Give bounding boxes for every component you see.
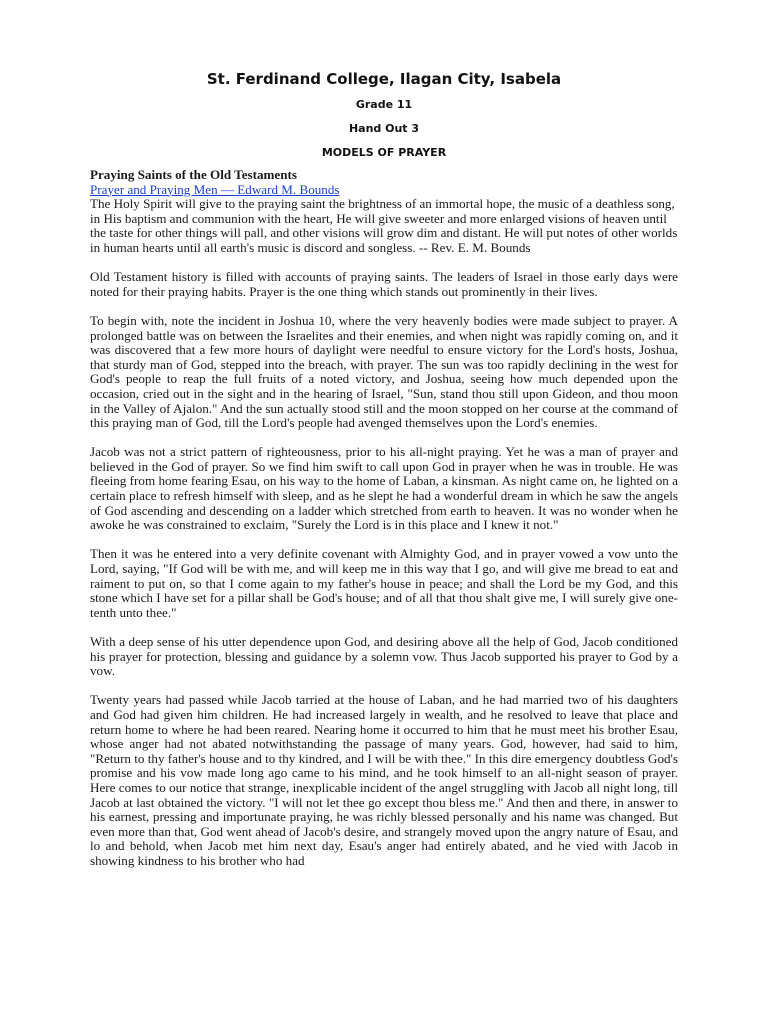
grade-level: Grade 11: [355, 98, 413, 111]
handout-topic: MODELS OF PRAYER: [321, 146, 447, 159]
paragraph-2: Old Testament history is filled with accounts of praying saints. The leaders of Israel in those early days were noted for their praying habits. Prayer is the one thing which stands out prominently in their lives.: [90, 269, 678, 299]
school-name: St. Ferdinand College, Ilagan City, Isabela: [206, 70, 562, 88]
paragraph-7: Twenty years had passed while Jacob tarried at the house of Laban, and he had married two of his daughters and God had given him children. He had increased largely in wealth, and he resolved to leave that place and return home to where he had been reared. Nearing home it occurred to him that he must meet his brother Esau, whose anger had not abated notwithstanding the passage of many years. God, however, had said to him, "Return to thy father's house and to thy kindred, and I will be with thee." In this dire emergency doubtless God's promise and his vow made long ago came to his mind, and he took himself to an all-night season of prayer. Here comes to our notice that strange, inexplicable incident of the angel struggling with Jacob all night long, till Jacob at last obtained the victory. "I will not let thee go except thou bless me." And then and there, in answer to his earnest, pressing and importunate praying, he was richly blessed personally and his name was changed. But even more than that, God went ahead of Jacob's desire, and strangely moved upon the angry nature of Esau, and lo and behold, when Jacob met him next day, Esau's anger had entirely abated, and he vied with Jacob in showing kindness to his brother who had: [90, 692, 678, 868]
paragraph-6: With a deep sense of his utter dependence upon God, and desiring above all the help of God, Jacob conditioned his prayer for protection, blessing and guidance by a solemn vow. Thus Jacob supported his prayer to God by a vow.: [90, 634, 678, 679]
source-link[interactable]: Prayer and Praying Men — Edward M. Bounds: [90, 181, 340, 197]
paragraph-3: To begin with, note the incident in Joshua 10, where the very heavenly bodies were made subject to prayer. A prolonged battle was on between the Israelites and their enemies, and when night was rapidly coming on, and it was discovered that a few more hours of daylight were needful to ensure victory for the Lord's hosts, Joshua, that sturdy man of God, stepped into the breach, with prayer. The sun was too rapidly declining in the west for God's people to reap the full fruits of a noted victory, and Joshua, seeing how much depended upon the occasion, cried out in the sight and in the hearing of Israel, "Sun, stand thou still upon Gideon, and thou moon in the Valley of Ajalon." And the sun actually stood still and the moon stopped on her course at the command of this praying man of God, till the Lord's people had avenged themselves upon the Lord's enemies.: [90, 312, 678, 431]
article-title: Praying Saints of the Old Testaments: [90, 167, 297, 182]
article-body: [90, 168, 678, 869]
paragraph-5: Then it was he entered into a very definite covenant with Almighty God, and in prayer vowed a vow unto the Lord, saying, "If God will be with me, and will keep me in this way that I go, and will give me bread to eat and raiment to put on, so that I come again to my father's house in peace; and shall the Lord be my God, and this stone which I have set for a pillar shall be God's house; and of all that thou shalt give me, I will surely give one-tenth unto thee.": [90, 546, 678, 620]
paragraph-1: The Holy Spirit will give to the praying saint the brightness of an immortal hope, the music of a deathless song, in His baptism and communion with the heart, He will give sweeter and more enlarged visions of heaven until the taste for other things will pall, and other visions will grow dim and distant. He will put notes of other worlds in human hearts until all earth's music is discord and songless. -- Rev. E. M. Bounds: [90, 196, 678, 255]
paragraph-4: Jacob was not a strict pattern of righteousness, prior to his all-night praying. Yet he was a man of prayer and believed in the God of prayer. So we find him swift to call upon God in prayer when he was in trouble. He was fleeing from home fearing Esau, on his way to the home of Laban, a kinsman. As night came on, he lighted on a certain place to refresh himself with sleep, and as he slept he had a wonderful dream in which he saw the angels of God ascending and descending on a ladder which stretched from earth to heaven. It was no wonder when he awoke he was constrained to exclaim, "Surely the Lord is in this place and I knew it not.": [90, 444, 678, 533]
handout-number: Hand Out 3: [348, 122, 420, 135]
